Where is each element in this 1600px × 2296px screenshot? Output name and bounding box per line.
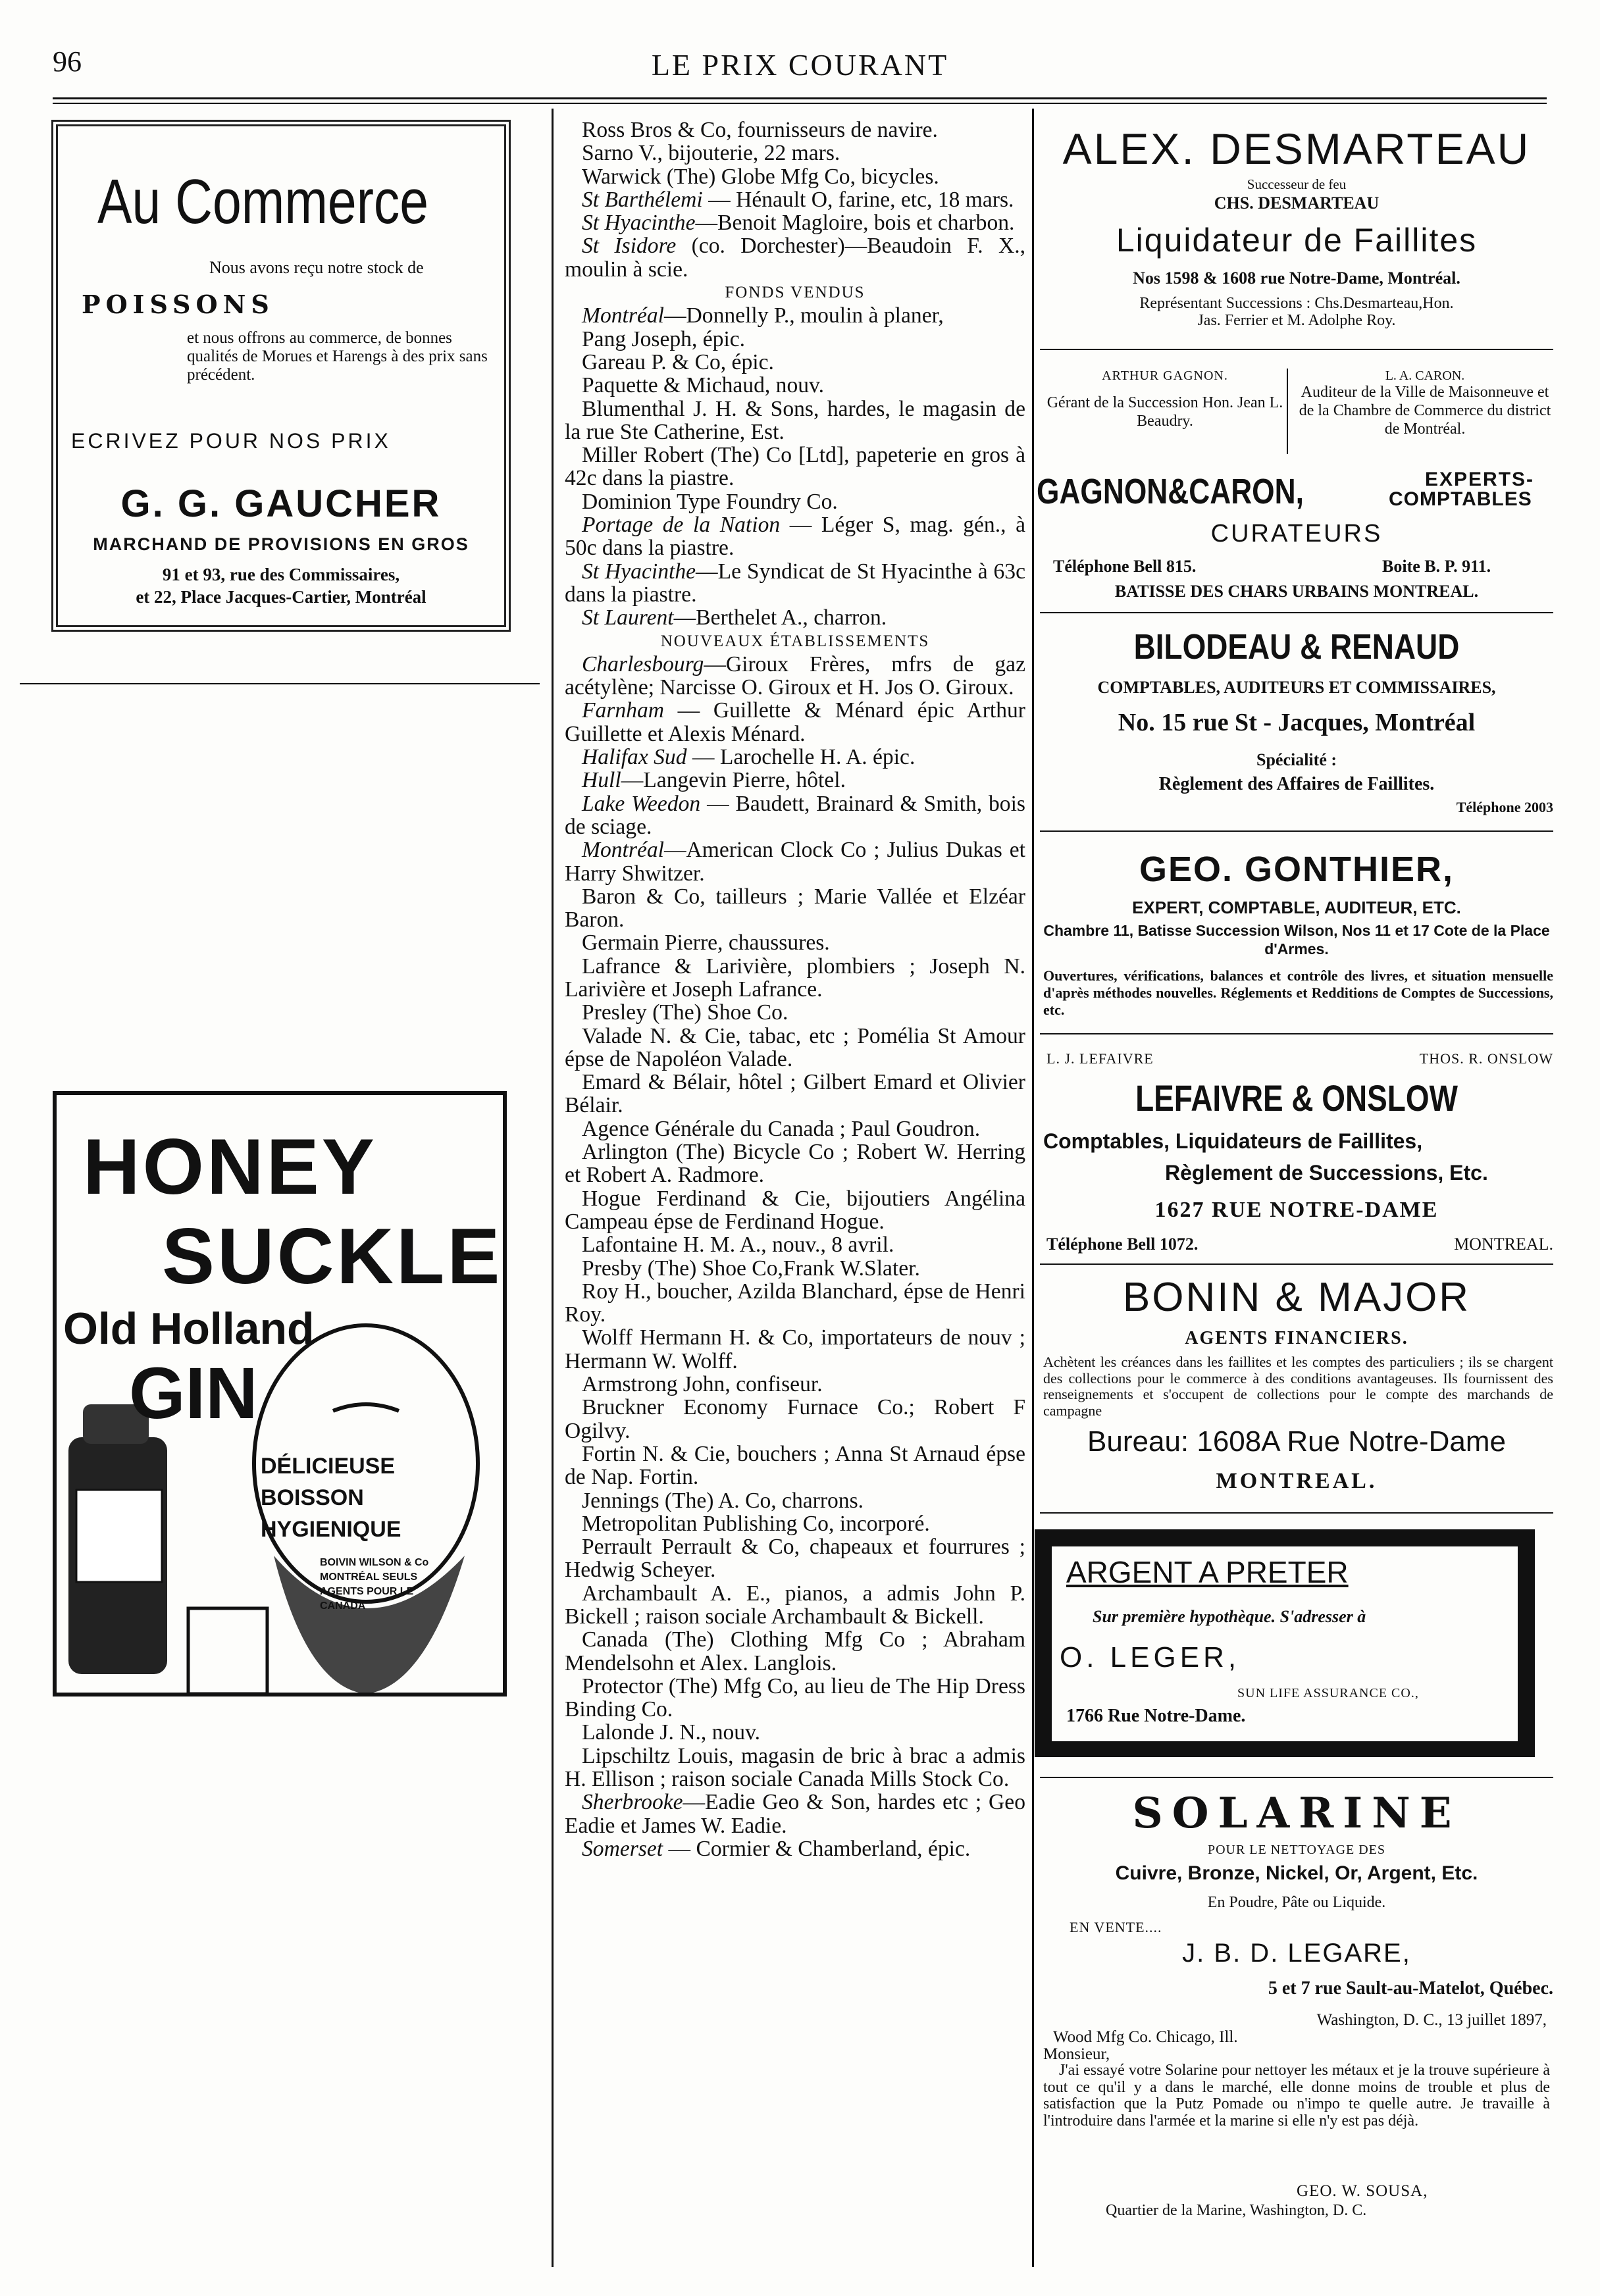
solarine-dateline: Washington, D. C., 13 juillet 1897, — [1316, 2011, 1547, 2029]
list-item: Blumenthal J. H. & Sons, hardes, le magasin de la rue Ste Catherine, Est. — [565, 396, 1025, 444]
list-item — [565, 699, 1025, 746]
entry-text: — Baudett, Brainard & Smith, bois de sciage. — [565, 791, 1025, 839]
gagnon-caron-firm: GAGNON&CARON, — [1037, 472, 1304, 511]
solarine-signature: GEO. W. SOUSA, — [1297, 2182, 1428, 2200]
desmarteau-rep: Représentant Successions : Chs.Desmarteau,Hon. — [1139, 295, 1454, 312]
list-item: Wolff Hermann H. & Co, importateurs de nouv ; Hermann W. Wolff. — [565, 1325, 1025, 1373]
list-item: Germain Pierre, chaussures. — [582, 931, 830, 956]
tag-line: BOISSON — [261, 1485, 364, 1510]
header-rule — [53, 97, 1547, 99]
list-item — [565, 769, 1025, 792]
desmarteau-rep: Jas. Ferrier et M. Adolphe Roy. — [1197, 312, 1396, 329]
ad-text: et nous offrons au commerce, de bonnes qualités de Morues et Harengs à des prix sans précédent. — [187, 329, 488, 384]
list-item — [565, 1791, 1025, 1837]
entry-text: —Donnelly P., moulin à planer, — [663, 303, 944, 328]
lefaivre-role: Comptables, Liquidateurs de Faillites, — [1043, 1129, 1423, 1153]
list-item: Lipschiltz Louis, magasin de bric à brac a admis H. Ellison ; raison sociale Canada Mills Stock Co. — [565, 1743, 1025, 1792]
place-name: Portage de la Nation — [582, 513, 781, 538]
bonin-bureau: Bureau: 1608A Rue Notre-Dame — [1087, 1425, 1506, 1458]
list-item: Presley (The) Shoe Co. — [582, 1000, 788, 1025]
gagnon-caron-comptables: COMPTABLES — [1389, 488, 1532, 510]
list-item: Warwick (The) Globe Mfg Co, bicycles. — [582, 164, 939, 189]
entry-text: — Cormier & Chamberland, épic. — [663, 1836, 971, 1861]
bilodeau-telephone: Téléphone 2003 — [1456, 799, 1553, 815]
list-item: Sarno V., bijouterie, 22 mars. — [582, 141, 840, 166]
list-item: Lafrance & Larivière, plombiers ; Joseph N. Larivière et Joseph Lafrance. — [565, 954, 1025, 1002]
bonin-text: Achètent les créances dans les faillites et les comptes des particuliers ; ils se chargent des collections pour le commerce à des conditions avantageuses. Ils fournissent des renseignements et s'occupent de collections pour le compte des marchands de campagne — [1043, 1354, 1553, 1419]
entry-text: —Benoit Magloire, bois et charbon. — [695, 211, 1015, 236]
solarine-signature-place: Quartier de la Marine, Washington, D. C. — [1106, 2202, 1367, 2219]
place-name: Charlesbourg — [582, 651, 704, 676]
place-name: St Laurent — [582, 605, 674, 630]
divider — [1040, 612, 1553, 613]
gonthier-chambre: Chambre 11, Batisse Succession Wilson, Nos 11 et 17 Cote de la Place d'Armes. — [1043, 922, 1550, 957]
list-item — [565, 304, 1025, 327]
list-item — [565, 653, 1025, 700]
desmarteau-successor: Successeur de feu — [1247, 176, 1347, 192]
list-item: Armstrong John, confiseur. — [582, 1372, 823, 1397]
place-name: Halifax Sud — [582, 745, 687, 770]
list-item — [565, 746, 1025, 769]
list-item: Presby (The) Shoe Co,Frank W.Slater. — [582, 1256, 920, 1281]
bilodeau-address: No. 15 rue St - Jacques, Montréal — [1118, 709, 1476, 736]
place-name: St Barthélemi — [582, 187, 703, 212]
bilodeau-role: COMPTABLES, AUDITEURS ET COMMISSAIRES, — [1097, 678, 1496, 697]
list-item: Archambault A. E., pianos, a admis John P. Bickell ; raison sociale Archambault & Bickell. — [565, 1581, 1025, 1629]
solarine-agent: J. B. D. LEGARE, — [1182, 1939, 1411, 1968]
place-name: Sherbrooke — [582, 1790, 683, 1815]
entry-text: — Guillette & Ménard épic Arthur Guillette et Alexis Ménard. — [565, 698, 1025, 746]
entry-text: —Eadie Geo & Son, hardes etc ; Geo Eadie et James W. Eadie. — [565, 1790, 1025, 1838]
leger-text: Sur première hypothèque. S'adresser à — [1093, 1607, 1366, 1626]
list-item: Hogue Ferdinand & Cie, bijoutiers Angélina Campeau épse de Ferdinand Hogue. — [565, 1186, 1025, 1234]
solarine-forms: En Poudre, Pâte ou Liquide. — [1207, 1894, 1386, 1911]
gonthier-text: Ouvertures, vérifications, balances et contrôle des livres, et situation mensuelle d'après méthodes nouvelles. Réglements et Redditions de Comptes de Successions, etc. — [1043, 967, 1553, 1018]
list-item — [565, 211, 1025, 234]
lefaivre-name: LEFAIVRE & ONSLOW — [1135, 1077, 1458, 1119]
ad-heading: POISSONS — [82, 290, 274, 319]
list-item — [565, 513, 1025, 560]
tag-line: DÉLICIEUSE — [261, 1454, 396, 1479]
list-item: Lafontaine H. M. A., nouv., 8 avril. — [582, 1233, 894, 1258]
ad-brand-line: HONEY — [83, 1123, 377, 1211]
divider — [1040, 1512, 1553, 1514]
ad-trade: MARCHAND DE PROVISIONS EN GROS — [93, 534, 469, 554]
entry-text: —American Clock Co ; Julius Dukas et Harry Shwitzer. — [565, 838, 1025, 886]
place-name: Hull — [582, 768, 621, 793]
ad-brand-line: Old Holland — [63, 1304, 315, 1354]
list-item: Paquette & Michaud, nouv. — [582, 373, 825, 398]
gonthier-role: EXPERT, COMPTABLE, AUDITEUR, ETC. — [1132, 898, 1461, 917]
lefaivre-city: MONTREAL. — [1454, 1235, 1553, 1254]
gagnon-caron-telephone: Téléphone Bell 815. — [1053, 557, 1197, 576]
list-item: Metropolitan Publishing Co, incorporé. — [582, 1511, 930, 1536]
section-heading: FONDS VENDUS — [725, 284, 865, 302]
divider — [1040, 349, 1553, 350]
list-item: Miller Robert (The) Co [Ltd], papeterie en gros à 42c dans la piastre. — [565, 443, 1025, 491]
ad-company-name: G. G. GAUCHER — [120, 482, 442, 525]
desmarteau-predecessor: CHS. DESMARTEAU — [1214, 193, 1380, 213]
place-name: Lake Weedon — [582, 791, 701, 816]
gagnon-caron-curateurs: CURATEURS — [1210, 520, 1383, 548]
list-item: Valade N. & Cie, tabac, etc ; Pomélia St Amour épse de Napoléon Valade. — [565, 1023, 1025, 1071]
gagnon-caron-experts: EXPERTS- — [1425, 469, 1535, 490]
divider — [1040, 1263, 1553, 1265]
bonin-name: BONIN & MAJOR — [1122, 1275, 1471, 1320]
ad-tagline — [261, 1450, 401, 1545]
solarine-letter: J'ai essayé votre Solarine pour nettoyer les métaux et je la trouve supérieure à tout ce qu'il y a dans le marché, elle donne moins de trouble et plus de satisfaction que la Putz Pomade ou n'impo te quelle autre. Je travaille à l'introduire dans l'armée et la marine si elle n'y est pas déjà. — [1043, 2062, 1550, 2130]
list-item: Dominion Type Foundry Co. — [582, 489, 838, 514]
bilodeau-reglement: Règlement des Affaires de Faillites. — [1158, 774, 1435, 794]
gagnon-text: Gérant de la Succession Hon. Jean L. Beaudry. — [1046, 394, 1283, 430]
list-item: Arlington (The) Bicycle Co ; Robert W. Herring et Robert A. Radmore. — [565, 1140, 1025, 1188]
place-name: St Hyacinthe — [582, 211, 696, 236]
lefaivre-role: Règlement de Successions, Etc. — [1165, 1161, 1488, 1185]
solarine-name: SOLARINE — [1132, 1789, 1461, 1838]
ad-address — [58, 563, 504, 608]
lefaivre-telephone: Téléphone Bell 1072. — [1046, 1235, 1199, 1254]
page-number: 96 — [53, 45, 82, 78]
ad-call-to-action: ECRIVEZ POUR NOS PRIX — [71, 429, 391, 453]
list-item: Lalonde J. N., nouv. — [582, 1720, 761, 1745]
solarine-vente: EN VENTE.... — [1070, 1919, 1162, 1935]
ad-agents: BOIVIN WILSON & Co MONTRÉAL SEULS AGENTS POUR LE CANADA — [320, 1557, 429, 1612]
list-item — [565, 792, 1025, 839]
list-item: Ross Bros & Co, fournisseurs de navire. — [582, 118, 938, 142]
divider — [1040, 830, 1553, 832]
bilodeau-name: BILODEAU & RENAUD — [1133, 627, 1460, 667]
entry-text: —Langevin Pierre, hôtel. — [621, 768, 846, 793]
ad-address-line: 91 et 93, rue des Commissaires, — [162, 565, 400, 584]
leger-title: ARGENT A PRETER — [1066, 1555, 1349, 1589]
list-item: Gareau P. & Co, épic. — [582, 349, 774, 374]
list-item — [565, 560, 1025, 607]
entry-text: — Larochelle H. A. épic. — [686, 745, 916, 770]
entry-text: —Le Syndicat de St Hyacinthe à 63c dans la piastre. — [565, 559, 1026, 607]
desmarteau-name: ALEX. DESMARTEAU — [1062, 124, 1531, 173]
entry-text: —Berthelet A., charron. — [673, 605, 887, 630]
place-name: Somerset — [582, 1836, 663, 1861]
place-name: Montréal — [582, 303, 664, 328]
list-item: Jennings (The) A. Co, charrons. — [582, 1488, 864, 1513]
desmarteau-role: Liquidateur de Faillites — [1116, 222, 1478, 259]
ad-address-line: et 22, Place Jacques-Cartier, Montréal — [136, 587, 426, 607]
divider — [1040, 1033, 1553, 1034]
ad-brand-line: SUCKLE — [162, 1212, 503, 1300]
entry-text: —Giroux Frères, mfrs de gaz acétylène; Narcisse O. Giroux et H. Jos O. Giroux. — [565, 651, 1025, 700]
honeysuckle-gin-advertisement — [53, 1091, 507, 1696]
middle-column — [565, 118, 1025, 1860]
place-name: Montréal — [582, 838, 664, 863]
gagnon-name: ARTHUR GAGNON. — [1102, 369, 1228, 383]
list-item: Agence Générale du Canada ; Paul Goudron. — [582, 1116, 981, 1141]
ad-brand-line: GIN — [129, 1353, 258, 1434]
lefaivre-right: THOS. R. ONSLOW — [1419, 1050, 1553, 1067]
column-rule-left — [552, 109, 554, 2267]
leger-name: O. LEGER, — [1060, 1641, 1241, 1673]
list-item: Pang Joseph, épic. — [582, 326, 746, 351]
list-item: Bruckner Economy Furnace Co.; Robert F Ogilvy. — [565, 1395, 1025, 1443]
tag-line: HYGIENIQUE — [261, 1517, 401, 1542]
divider — [1040, 1777, 1553, 1778]
solarine-agent-address: 5 et 7 rue Sault-au-Matelot, Québec. — [1268, 1978, 1553, 1999]
leger-address: 1766 Rue Notre-Dame. — [1066, 1706, 1246, 1726]
gonthier-name: GEO. GONTHIER, — [1139, 850, 1455, 889]
solarine-for: POUR LE NETTOYAGE DES — [1207, 1843, 1386, 1857]
place-name: St Hyacinthe — [582, 559, 696, 584]
list-item — [565, 188, 1025, 211]
solarine-salutation: Monsieur, — [1043, 2045, 1110, 2063]
ad-text: Nous avons reçu notre stock de — [209, 258, 424, 277]
bonin-role: AGENTS FINANCIERS. — [1185, 1328, 1408, 1348]
page-title: LE PRIX COURANT — [651, 48, 949, 82]
gagnon-caron-box: Boite B. P. 911. — [1382, 557, 1491, 576]
lefaivre-address: 1627 RUE NOTRE-DAME — [1154, 1198, 1439, 1222]
place-name: Farnham — [582, 698, 664, 723]
list-item: Perrault Perrault & Co, chapeaux et fourrures ; Hedwig Scheyer. — [565, 1535, 1025, 1583]
list-item — [565, 234, 1025, 281]
list-item: Baron & Co, tailleurs ; Marie Vallée et Elzéar Baron. — [565, 884, 1025, 932]
list-item — [565, 838, 1025, 885]
leger-company: SUN LIFE ASSURANCE CO., — [1237, 1686, 1419, 1700]
list-item: Canada (The) Clothing Mfg Co ; Abraham Mendelsohn et Alex. Langlois. — [565, 1627, 1025, 1675]
gagnon-divider — [1287, 369, 1288, 454]
list-item: Fortin N. & Cie, bouchers ; Anna St Arnaud épse de Nap. Fortin. — [565, 1441, 1025, 1490]
entry-text: — Hénault O, farine, etc, 18 mars. — [702, 187, 1014, 212]
list-item: Emard & Bélair, hôtel ; Gilbert Emard et Olivier Bélair. — [565, 1070, 1025, 1118]
list-item: Roy H., boucher, Azilda Blanchard, épse de Henri Roy. — [565, 1279, 1025, 1327]
list-item — [565, 1837, 1025, 1860]
solarine-recipient: Wood Mfg Co. Chicago, Ill. — [1053, 2028, 1238, 2046]
list-item — [565, 606, 1025, 629]
gaucher-advertisement — [51, 120, 511, 632]
section-heading: NOUVEAUX ÉTABLISSEMENTS — [660, 632, 930, 650]
caron-text: Auditeur de la Ville de Maisonneuve et de la Chambre de Commerce du district de Montréal. — [1299, 384, 1551, 438]
solarine-metals: Cuivre, Bronze, Nickel, Or, Argent, Etc. — [1115, 1862, 1478, 1884]
lefaivre-left: L. J. LEFAIVRE — [1046, 1050, 1154, 1067]
ad-title: Au Commerce — [97, 166, 429, 237]
bilodeau-specialite: Spécialité : — [1256, 750, 1337, 769]
divider — [20, 683, 540, 684]
desmarteau-address: Nos 1598 & 1608 rue Notre-Dame, Montréal. — [1133, 268, 1460, 288]
gagnon-caron-building: BATISSE DES CHARS URBAINS MONTREAL. — [1114, 582, 1479, 601]
bonin-city: MONTREAL. — [1216, 1469, 1378, 1493]
caron-name: L. A. CARON. — [1385, 369, 1465, 383]
place-name: St Isidore — [582, 234, 677, 259]
entry-text: — Léger S, mag. gén., à 50c dans la piastre. — [565, 513, 1025, 561]
header-rule-thin — [53, 103, 1547, 104]
list-item: Protector (The) Mfg Co, au lieu de The Hip Dress Binding Co. — [565, 1673, 1025, 1722]
entry-text: (co. Dorchester)—Beaudoin F. X., moulin à scie. — [565, 234, 1025, 282]
